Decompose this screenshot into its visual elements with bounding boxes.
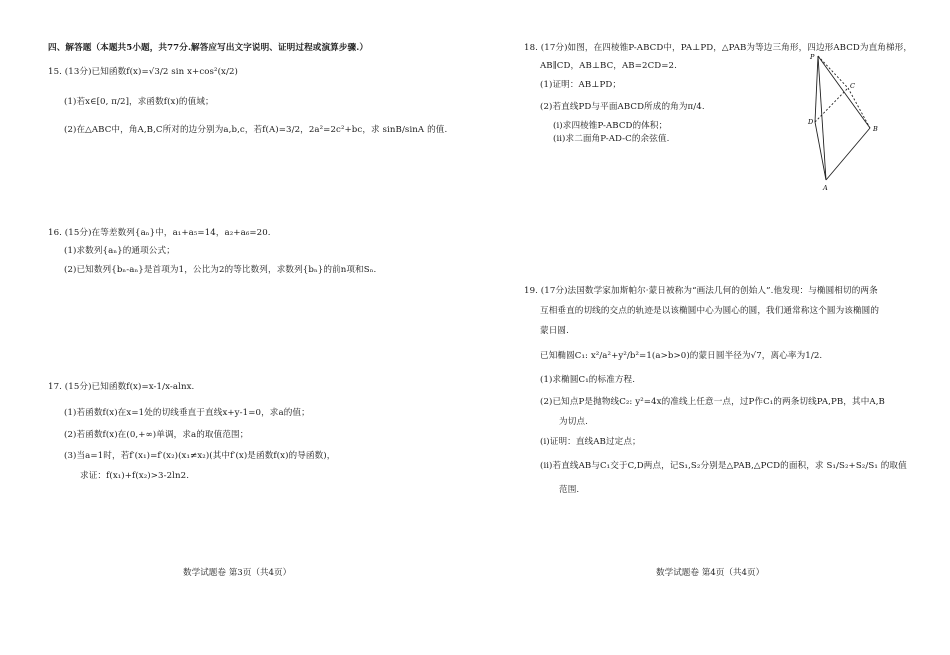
q17-part2: (2)若函数f(x)在(0,+∞)单调，求a的取值范围； (64, 430, 249, 440)
q19-part2-ii: (ⅱ)若直线AB与C₁交于C,D两点，记S₁,S₂分别是△PAB,△PCD的面积，求 S₁/S₂+S₂/S₁ 的取值 (540, 461, 907, 471)
q17-stem: 17. (15分)已知函数f(x)=x-1/x-alnx. (48, 382, 195, 392)
q19-given: 已知椭圆C₁: x²/a²+y²/b²=1(a>b>0)的蒙日圆半径为√7，离心率为1/2. (540, 351, 823, 361)
q19-part2-ii-cont: 范围. (559, 485, 580, 495)
q18-stem-line1: 18. (17分)如图，在四棱锥P-ABCD中，PA⊥PD，△PAB为等边三角形，四边形ABCD为直角梯形， (524, 43, 913, 53)
q15-stem: 15. (13分)已知函数f(x)=√3/2 sin x+cos²(x/2) (48, 67, 239, 77)
q18-part2-ii: (ⅱ)求二面角P-AD-C的余弦值. (553, 134, 670, 144)
edge-PC (818, 56, 848, 88)
q19-part2: (2)已知点P是抛物线C₂: y²=4x的准线上任意一点，过P作C₁的两条切线PA,PB，其中A,B (540, 397, 885, 407)
q17-part1: (1)若函数f(x)在x=1处的切线垂直于直线x+y-1=0，求a的值； (64, 408, 310, 418)
edge-PD (815, 56, 818, 122)
edge-AB (826, 128, 870, 180)
q15-part1: (1)若x∈[0, π/2]，求函数f(x)的值域； (64, 97, 214, 107)
q17-part3: (3)当a=1时，若f′(x₁)=f′(x₂)(x₁≠x₂)(其中f′(x)是函数f(x)的导函数)， (64, 451, 336, 461)
q18-stem-line2: AB∥CD，AB⊥BC，AB=2CD=2. (540, 61, 677, 71)
q18-part1: (1)证明：AB⊥PD； (540, 80, 622, 90)
q19-part1: (1)求椭圆C₁的标准方程. (540, 375, 636, 385)
right-page (475, 0, 950, 655)
q15-part2: (2)在△ABC中，角A,B,C所对的边分别为a,b,c，若f(A)=3/2，2a²=2c²+bc，求 sinB/sinA 的值. (64, 125, 448, 135)
q19-part2-cont: 为切点. (559, 417, 588, 427)
footer-page-3: 数学试题卷 第3页（共4页） (183, 568, 292, 578)
q16-part2: (2)已知数列{bₙ-aₙ}是首项为1，公比为2的等比数列，求数列{bₙ}的前n项和Sₙ. (64, 265, 377, 275)
q16-stem: 16. (15分)在等差数列{aₙ}中，a₁+a₅=14，a₂+a₆=20. (48, 228, 271, 238)
section-header: 四、解答题（本题共5小题，共77分.解答应写出文字说明、证明过程或演算步骤.） (48, 43, 369, 53)
q19-stem-line1: 19. (17分)法国数学家加斯帕尔·蒙日被称为“画法几何的创始人”.他发现：与椭圆相切的两条 (524, 286, 878, 296)
q19-part2-i: (i)证明：直线AB过定点； (540, 437, 641, 447)
label-D: D (808, 118, 814, 126)
q16-part1: (1)求数列{aₙ}的通项公式； (64, 246, 175, 256)
q18-part2: (2)若直线PD与平面ABCD所成的角为π/4. (540, 102, 705, 112)
q17-part3-proof: 求证：f(x₁)+f(x₂)>3-2ln2. (80, 471, 190, 481)
label-P: P (810, 53, 815, 61)
pyramid-figure (810, 52, 900, 194)
q19-stem-line3: 蒙日圆. (540, 326, 569, 336)
label-C: C (850, 82, 855, 90)
q19-stem-line2: 互相垂直的切线的交点的轨迹是以该椭圆中心为圆心的圆，我们通常称这个圆为该椭圆的 (540, 306, 880, 316)
q18-part2-i: (i)求四棱锥P-ABCD的体积； (553, 121, 668, 131)
label-A: A (823, 184, 828, 192)
edge-CB (848, 88, 870, 128)
label-B: B (873, 125, 878, 133)
footer-page-4: 数学试题卷 第4页（共4页） (656, 568, 765, 578)
